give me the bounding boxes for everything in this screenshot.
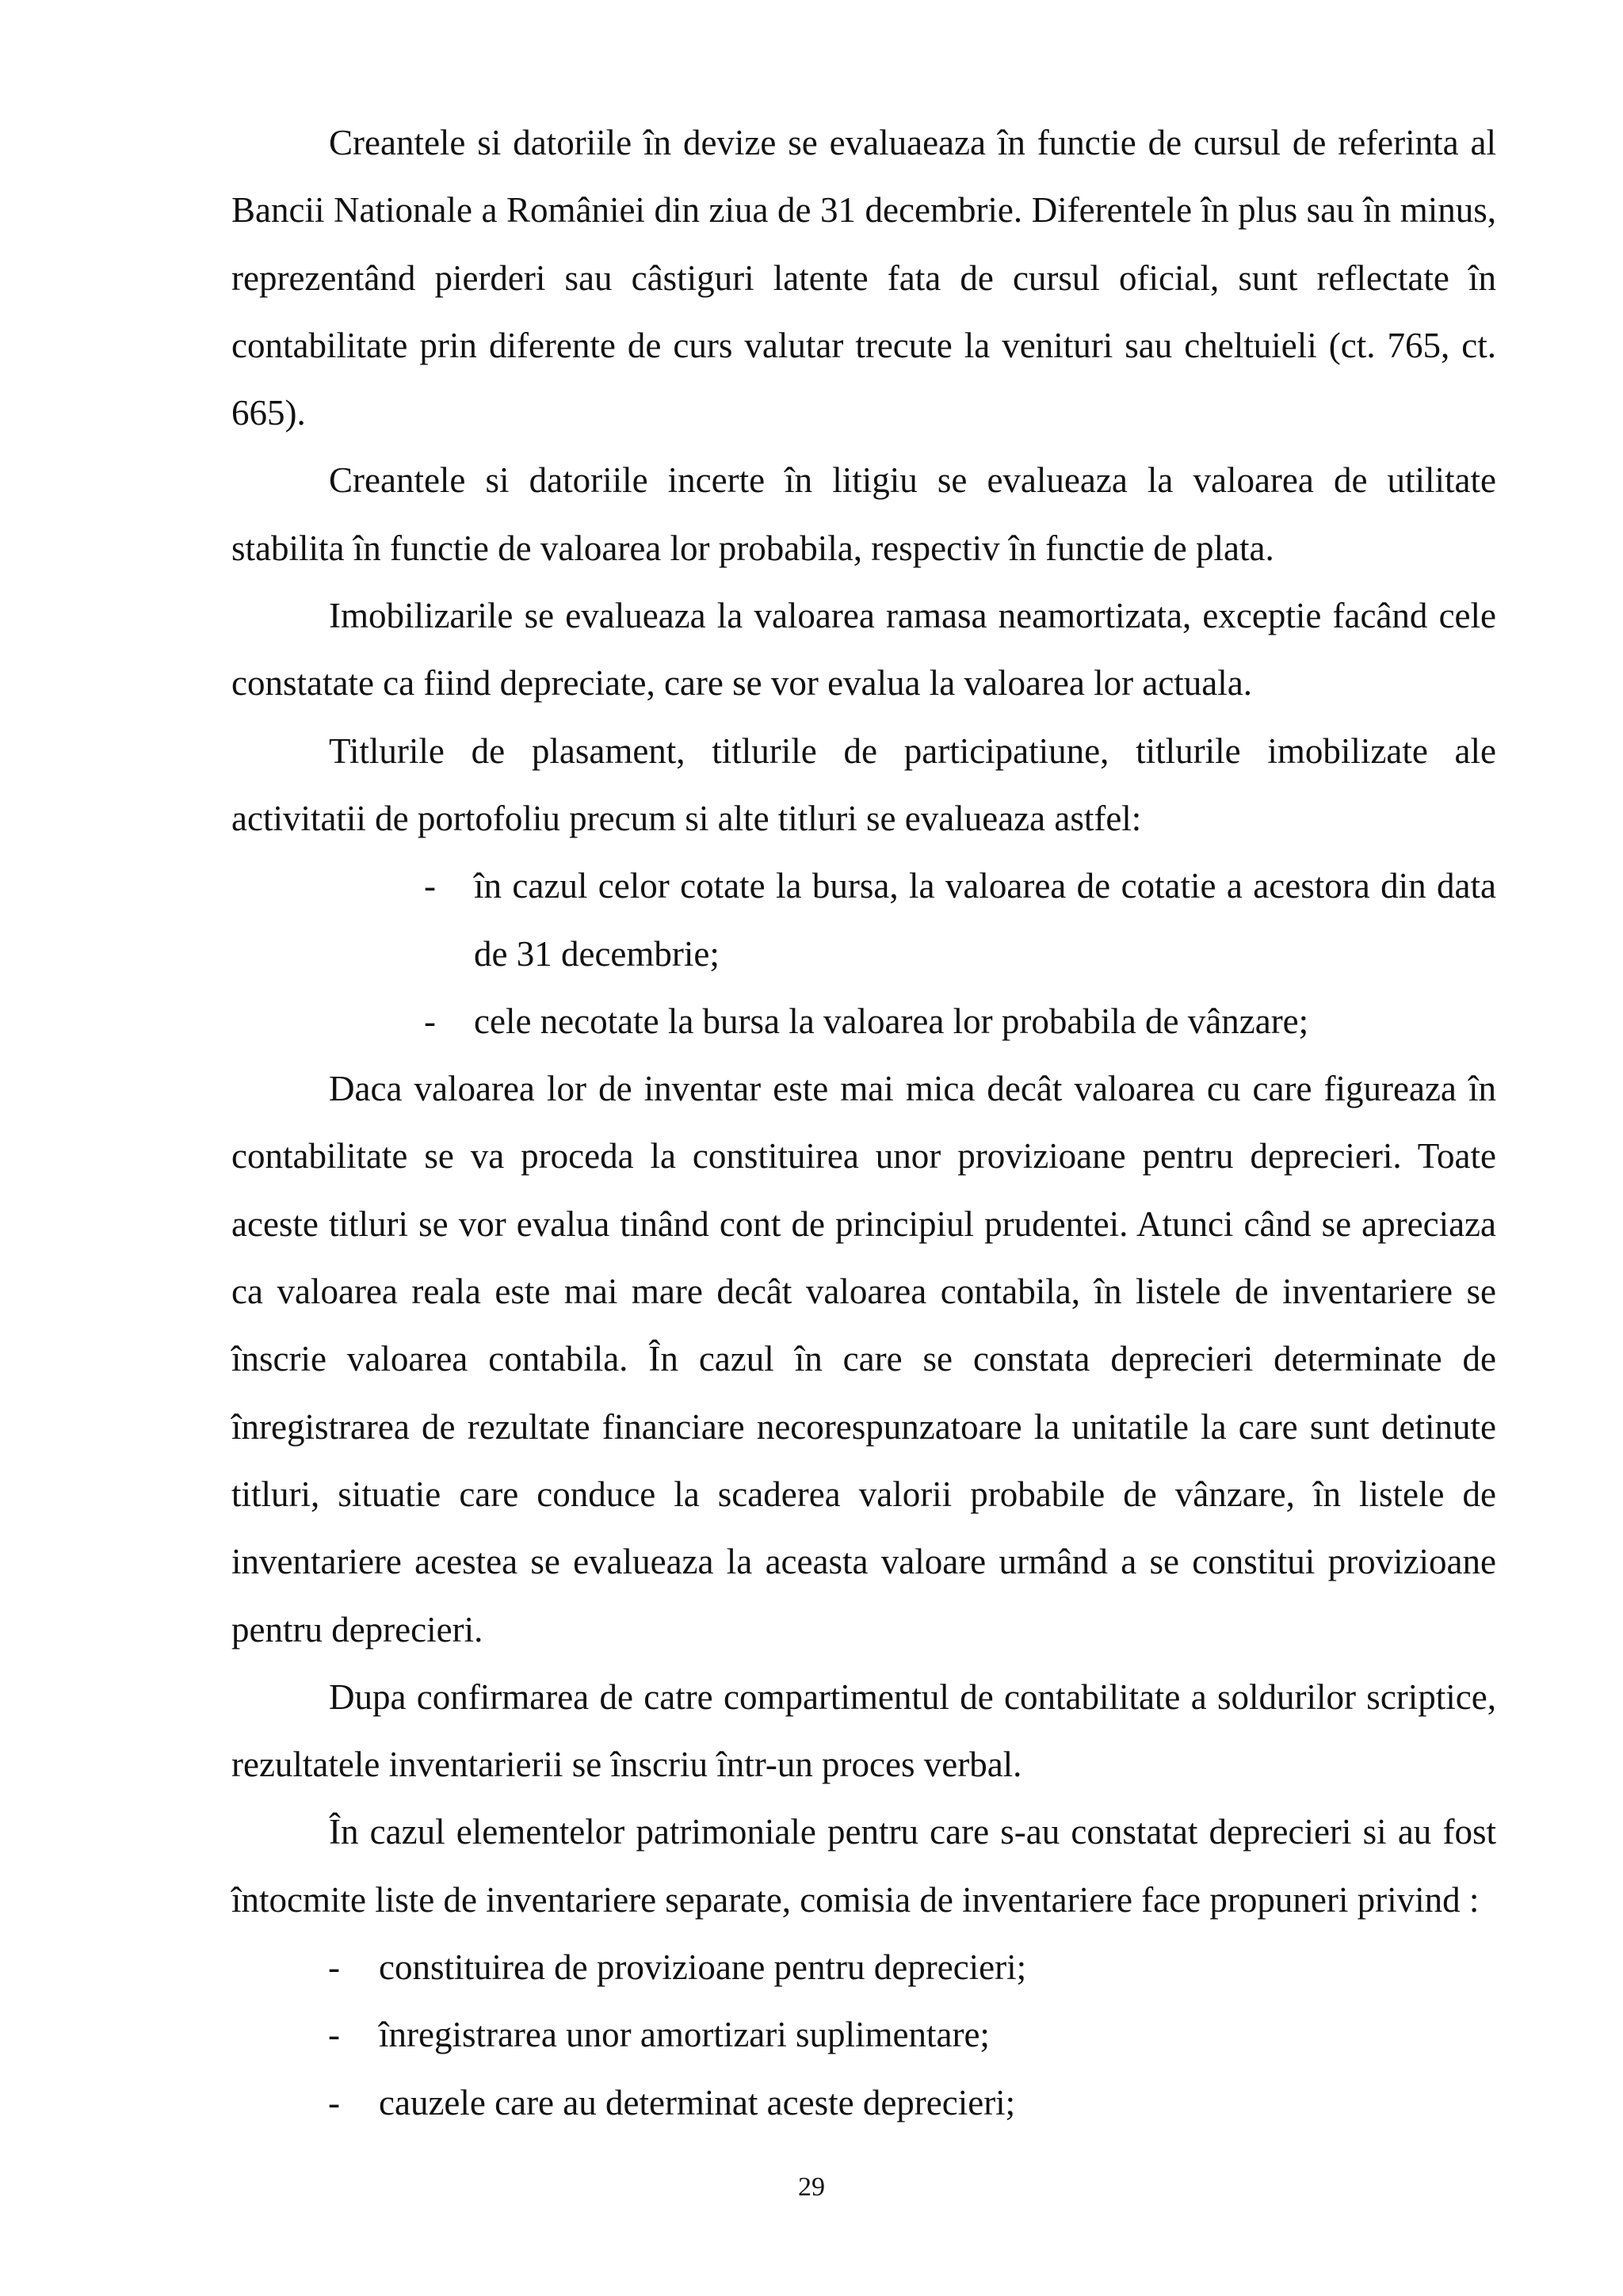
dash-bullet: - bbox=[424, 1001, 436, 1041]
dash-bullet: - bbox=[424, 866, 436, 906]
proposals-list bbox=[231, 1934, 1496, 2137]
list-item-text: constituirea de provizioane pentru deprecieri; bbox=[379, 1947, 1027, 1988]
list-item bbox=[231, 2001, 1496, 2069]
list-item-text: cauzele care au determinat aceste deprecieri; bbox=[379, 2082, 1016, 2122]
document-page bbox=[231, 109, 1496, 2137]
paragraph-confirmation: Dupa confirmarea de catre compartimentul de contabilitate a soldurilor scriptice, rezultatele inventarierii se înscriu într-un proces verbal. bbox=[231, 1676, 1496, 1785]
paragraph-inventory-value: Daca valoarea lor de inventar este mai mica decât valoarea cu care figureaza în contabilitate se va proceda la constituirea unor provizioane pentru deprecieri. Toate aceste titluri se vor evalua tinând cont de principiul prudentei. Atunci când se apreciaza ca valoarea reala este mai mare decât valoarea contabila, în listele de inventariere se înscrie valoarea contabila. În cazul în care se constata deprecieri determinate de înregistrarea de rezultate financiare necorespunzatoare la unitatile la care sunt detinute titluri, situatie care conduce la scaderea valorii probabile de vânzare, în listele de inventariere acestea se evalueaza la aceasta valoare urmând a se constitui provizioane pentru deprecieri. bbox=[231, 1069, 1496, 1650]
securities-evaluation-list bbox=[231, 852, 1496, 1055]
paragraph-depreciation-proposals: În cazul elementelor patrimoniale pentru care s-au constatat deprecieri si au fost întocmite liste de inventariere separate, comisia de inventariere face propuneri privind : bbox=[231, 1812, 1496, 1920]
paragraph-fixed-assets: Imobilizarile se evalueaza la valoarea ramasa neamortizata, exceptie facând cele constatate ca fiind depreciate, care se vor evalua la valoarea lor actuala. bbox=[231, 596, 1496, 704]
page-number: 29 bbox=[798, 2172, 825, 2202]
list-item bbox=[231, 988, 1496, 1055]
list-item-text: în cazul celor cotate la bursa, la valoarea de cotatie a acestora din data de 31 decembrie; bbox=[474, 866, 1496, 974]
list-item bbox=[231, 1934, 1496, 2001]
dash-bullet: - bbox=[328, 2015, 340, 2055]
list-item bbox=[231, 852, 1496, 988]
list-item-text: cele necotate la bursa la valoarea lor probabila de vânzare; bbox=[474, 1001, 1309, 1041]
list-item-text: înregistrarea unor amortizari suplimentare; bbox=[379, 2015, 990, 2055]
paragraph-foreign-currency: Creantele si datoriile în devize se evaluaeaza în functie de cursul de referinta al Bancii Nationale a României din ziua de 31 decembrie. Diferentele în plus sau în minus, reprezentând pierderi sau câstiguri latente fata de cursul oficial, sunt reflectate în contabilitate prin diferente de curs valutar trecute la venituri sau cheltuieli (ct. 765, ct. 665). bbox=[231, 123, 1496, 433]
list-item bbox=[231, 2069, 1496, 2137]
dash-bullet: - bbox=[328, 1947, 340, 1988]
paragraph-uncertain-claims: Creantele si datoriile incerte în litigiu se evalueaza la valoarea de utilitate stabilita în functie de valoarea lor probabila, respectiv în functie de plata. bbox=[231, 460, 1496, 568]
dash-bullet: - bbox=[328, 2082, 340, 2122]
paragraph-securities: Titlurile de plasament, titlurile de participatiune, titlurile imobilizate ale activitatii de portofoliu precum si alte titluri se evalueaza astfel: bbox=[231, 730, 1496, 838]
